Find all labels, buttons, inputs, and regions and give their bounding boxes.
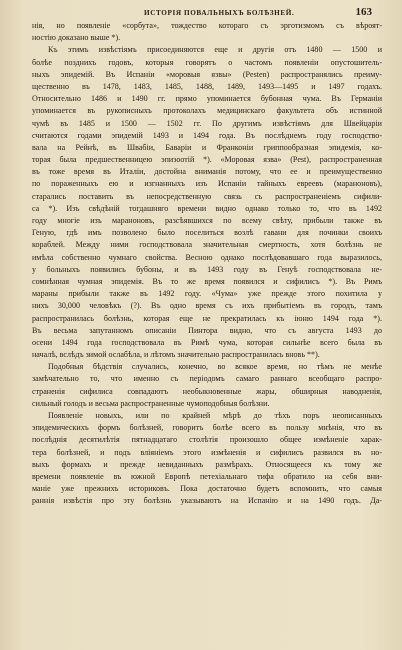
text-line: Къ этимъ извѣстіямъ присоединяются еще и другія отъ 1480 — 1500 и xyxy=(48,45,382,55)
text-line: эпидемическихъ формъ болѣзней, говоритъ болѣе всего въ пользу мнѣнія, что въ xyxy=(32,423,382,433)
text-line: замѣчательно то, что именно съ періодомъ самаго раннаго всеобщаго распро- xyxy=(32,374,382,384)
text-line: сильный голодъ и весьма распространенные чумоподобныя болѣзни. xyxy=(32,398,270,408)
text-line: осени 1494 года господствовала въ Римѣ чума, которая сильнѣе всего была въ xyxy=(32,337,382,347)
text-line: упоминается въ рукописныхъ протоколахъ медицинскаго факультета объ истинной xyxy=(32,106,382,116)
text-line: началѣ, вслѣдъ зимой ослабѣла, и лѣтомъ значительно распространилась вновь **). xyxy=(32,350,320,360)
text-line: по пораженныхъ ею и изгнанныхъ изъ Испаніи тайныхъ евреевъ (мараноновъ), xyxy=(32,179,382,189)
text-line: Появленіе новыхъ, или по крайней мѣрѣ до тѣхъ поръ неописанныхъ xyxy=(48,411,382,420)
page-number: 163 xyxy=(355,6,372,18)
text-line: Въ весьма запутанномъ описаніи Пинтора видно, что съ августа 1493 до xyxy=(32,325,382,335)
running-head: ИСТОРІЯ ПОВАЛЬНЫХЪ БОЛѢЗНЕЙ. xyxy=(144,9,295,17)
text-line: старались поставить въ непосредственную связь съ распространеніемъ сифили- xyxy=(32,191,382,201)
text-line: раннія извѣстія про эту болѣзнь указываютъ на Испанію и на 1490 годъ. Да- xyxy=(32,496,382,506)
text-line: тера болѣзней, и подъ вліяніемъ этого измѣненія и сифилисъ развился въ но- xyxy=(32,447,382,457)
text-line: нихъ 30,000 человѣкъ (?). Въ одно время съ ихъ прибытіемъ въ городъ, тамъ xyxy=(32,301,382,311)
text-line: распространилась болѣзнь, которая еще не прекратилась къ іюню 1494 года *). xyxy=(32,313,382,323)
text-line: году многіе изъ мараноновъ, разсѣявшихся по всему свѣту, прибыли также въ xyxy=(32,216,382,225)
text-line: нія, но появленіе «сорбута», тождество котораго съ эрготизмомъ съ вѣроят- xyxy=(32,21,382,30)
text-line: маніе уже прежнихъ историковъ. Пока достаточно будетъ вспомнить, что самыя xyxy=(32,484,382,494)
text-line: чумѣ въ 1485 и 1500 — 1502 гг. По другимъ извѣстіямъ для Швейцаріи xyxy=(32,118,382,128)
text-line: страненія сифилиса совпадаютъ необыкновенные жары, обширныя наводненія, xyxy=(32,386,382,396)
text-line: сомнѣнная чумная эпидемія. Въ то же время появился и сифилисъ *). Въ Римъ xyxy=(32,276,382,286)
text-line: выхъ формахъ и прежде невиданныхъ размѣрахъ. Относящееся къ тому же xyxy=(32,459,382,469)
text-line: Геную, гдѣ имъ позволено было поселиться возлѣ гавани для починки своихъ xyxy=(32,228,382,238)
text-line: кораблей. Между ними господствовала значительная смертность, хотя болѣзнь не xyxy=(32,240,382,250)
text-line: послѣднія десятилѣтія пятнадцатаго столѣтія произошло общее измѣненіе харак- xyxy=(32,435,382,445)
text-line: вала на Рейнѣ, въ Швабіи, Баваріи и Франконіи гриппообразная эпидемія, ко- xyxy=(32,142,382,152)
text-line: ныхъ эпидемій. Въ Испаніи «моровыя язвы» (Pesten) распространялись преиму- xyxy=(32,69,382,79)
body-text xyxy=(32,20,382,508)
text-line: болѣе позднихъ годовъ, которыя говорятъ о частомъ появленіи опустошитель- xyxy=(32,57,382,67)
text-line: са *). Изъ свѣдѣній тогдашняго времени видно однако только то, что въ 1492 xyxy=(32,203,382,213)
text-line: въ тоже время въ Италіи, достойна вниманія потому, что ее и преимущественно xyxy=(32,167,382,177)
text-line: щественно въ 1478, 1483, 1485, 1488, 1489, 1493—1495 и 1497 годахъ. xyxy=(32,81,382,91)
text-line: ностію доказано выше *). xyxy=(32,33,121,43)
text-line: Относительно 1486 и 1490 гг. прямо упоминается бубонная чума. Въ Германіи xyxy=(32,94,382,104)
text-line: времени появленіе въ южной Европѣ петехіальнаго тифа обратило на себя вни- xyxy=(32,471,382,481)
text-line: имѣла собственно чумнаго свойства. Весною однако послѣдовавшаго года выразилось, xyxy=(32,252,382,262)
text-line: у больныхъ появились бубоны, и въ 1493 году въ Генуѣ господствовала не- xyxy=(32,264,382,274)
text-line: считаются годами эпидемій 1493 и 1494 года. Въ послѣднемъ году господство- xyxy=(32,130,382,140)
text-line: Подобныя бѣдствія случались, конечно, во всякое время, но тѣмъ не менѣе xyxy=(48,362,382,372)
text-line: мараны прибыли также въ 1492 году. «Чума» уже прежде этого похитила у xyxy=(32,289,382,299)
text-line: торая была предшественницею эпизоотій *). «Моровая язва» (Pest), распространенная xyxy=(32,155,382,165)
